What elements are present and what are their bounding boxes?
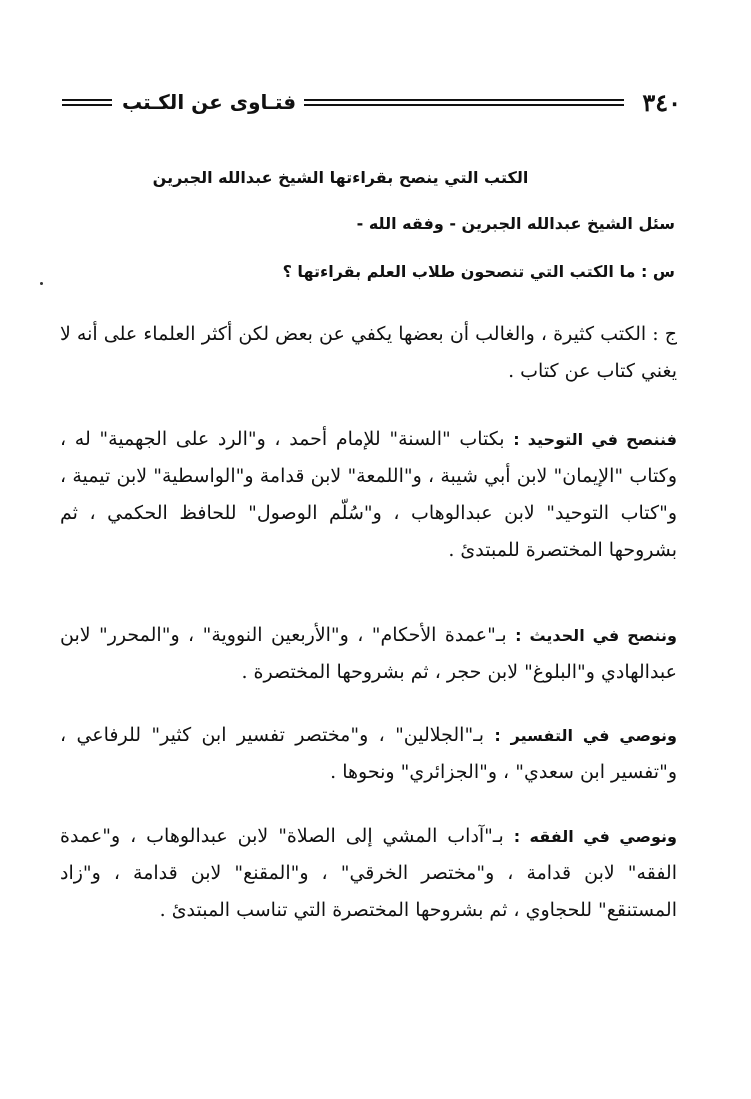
tawheed-text: بكتاب "السنة" للإمام أحمد ، و"الرد على الجهمية" له ، وكتاب "الإيمان" لابن أبي شيبة ، و"اللمعة" لابن قدامة و"الواسطية" لابن تيمية ، و"كتاب التوحيد" لابن عبدالوهاب ، و"سُلّم الوصول" للحافظ الحكمي ، ثم بشروحها المختصرة للمبتدئ . (60, 428, 677, 561)
section-title: الكتب التي ينصح بقراءتها الشيخ عبدالله الجبرين (152, 168, 529, 187)
page-number: ٣٤٠ (642, 87, 681, 117)
header-rule-short (62, 99, 112, 106)
tawheed-paragraph (60, 421, 677, 569)
tafsir-lead: ونوصي في التفسير : (494, 726, 677, 745)
speck-mark (40, 282, 43, 285)
answer-paragraph: ج : الكتب كثيرة ، والغالب أن بعضها يكفي عن بعض لكن أكثر العلماء على أنه لا يغني كتاب عن كتاب . (60, 323, 677, 382)
asker-line: سئل الشيخ عبدالله الجبرين - وفقه الله - (356, 214, 675, 233)
fiqh-text: بـ"آداب المشي إلى الصلاة" لابن عبدالوهاب ، و"عمدة الفقه" لابن قدامة ، و"مختصر الخرقي" ، و"المقنع" لابن قدامة ، و"زاد المستنقع" للحجاوي ، ثم بشروحها المختصرة التي تناسب المبتدئ . (60, 825, 677, 921)
tawheed-lead: فننصح في التوحيد : (513, 430, 677, 449)
tafsir-text: بـ"الجلالين" ، و"مختصر تفسير ابن كثير" للرفاعي ، و"تفسير ابن سعدي" ، و"الجزائري" ونحوها . (60, 724, 677, 783)
fiqh-paragraph (60, 818, 677, 929)
header-rule-long (304, 99, 624, 106)
running-header (62, 86, 681, 118)
fiqh-lead: ونوصي في الفقه : (513, 827, 677, 846)
hadith-paragraph (60, 617, 677, 691)
hadith-lead: وننصح في الحديث : (515, 626, 678, 645)
tafsir-paragraph (60, 717, 677, 791)
hadith-text: بـ"عمدة الأحكام" ، و"الأربعين النووية" ، و"المحرر" لابن عبدالهادي و"البلوغ" لابن حجر ، ثم بشروحها المختصرة . (60, 624, 677, 683)
question-line: س : ما الكتب التي تنصحون طلاب العلم بقراءتها ؟ (282, 262, 675, 281)
running-title: فتـاوى عن الكـتب (122, 90, 297, 114)
